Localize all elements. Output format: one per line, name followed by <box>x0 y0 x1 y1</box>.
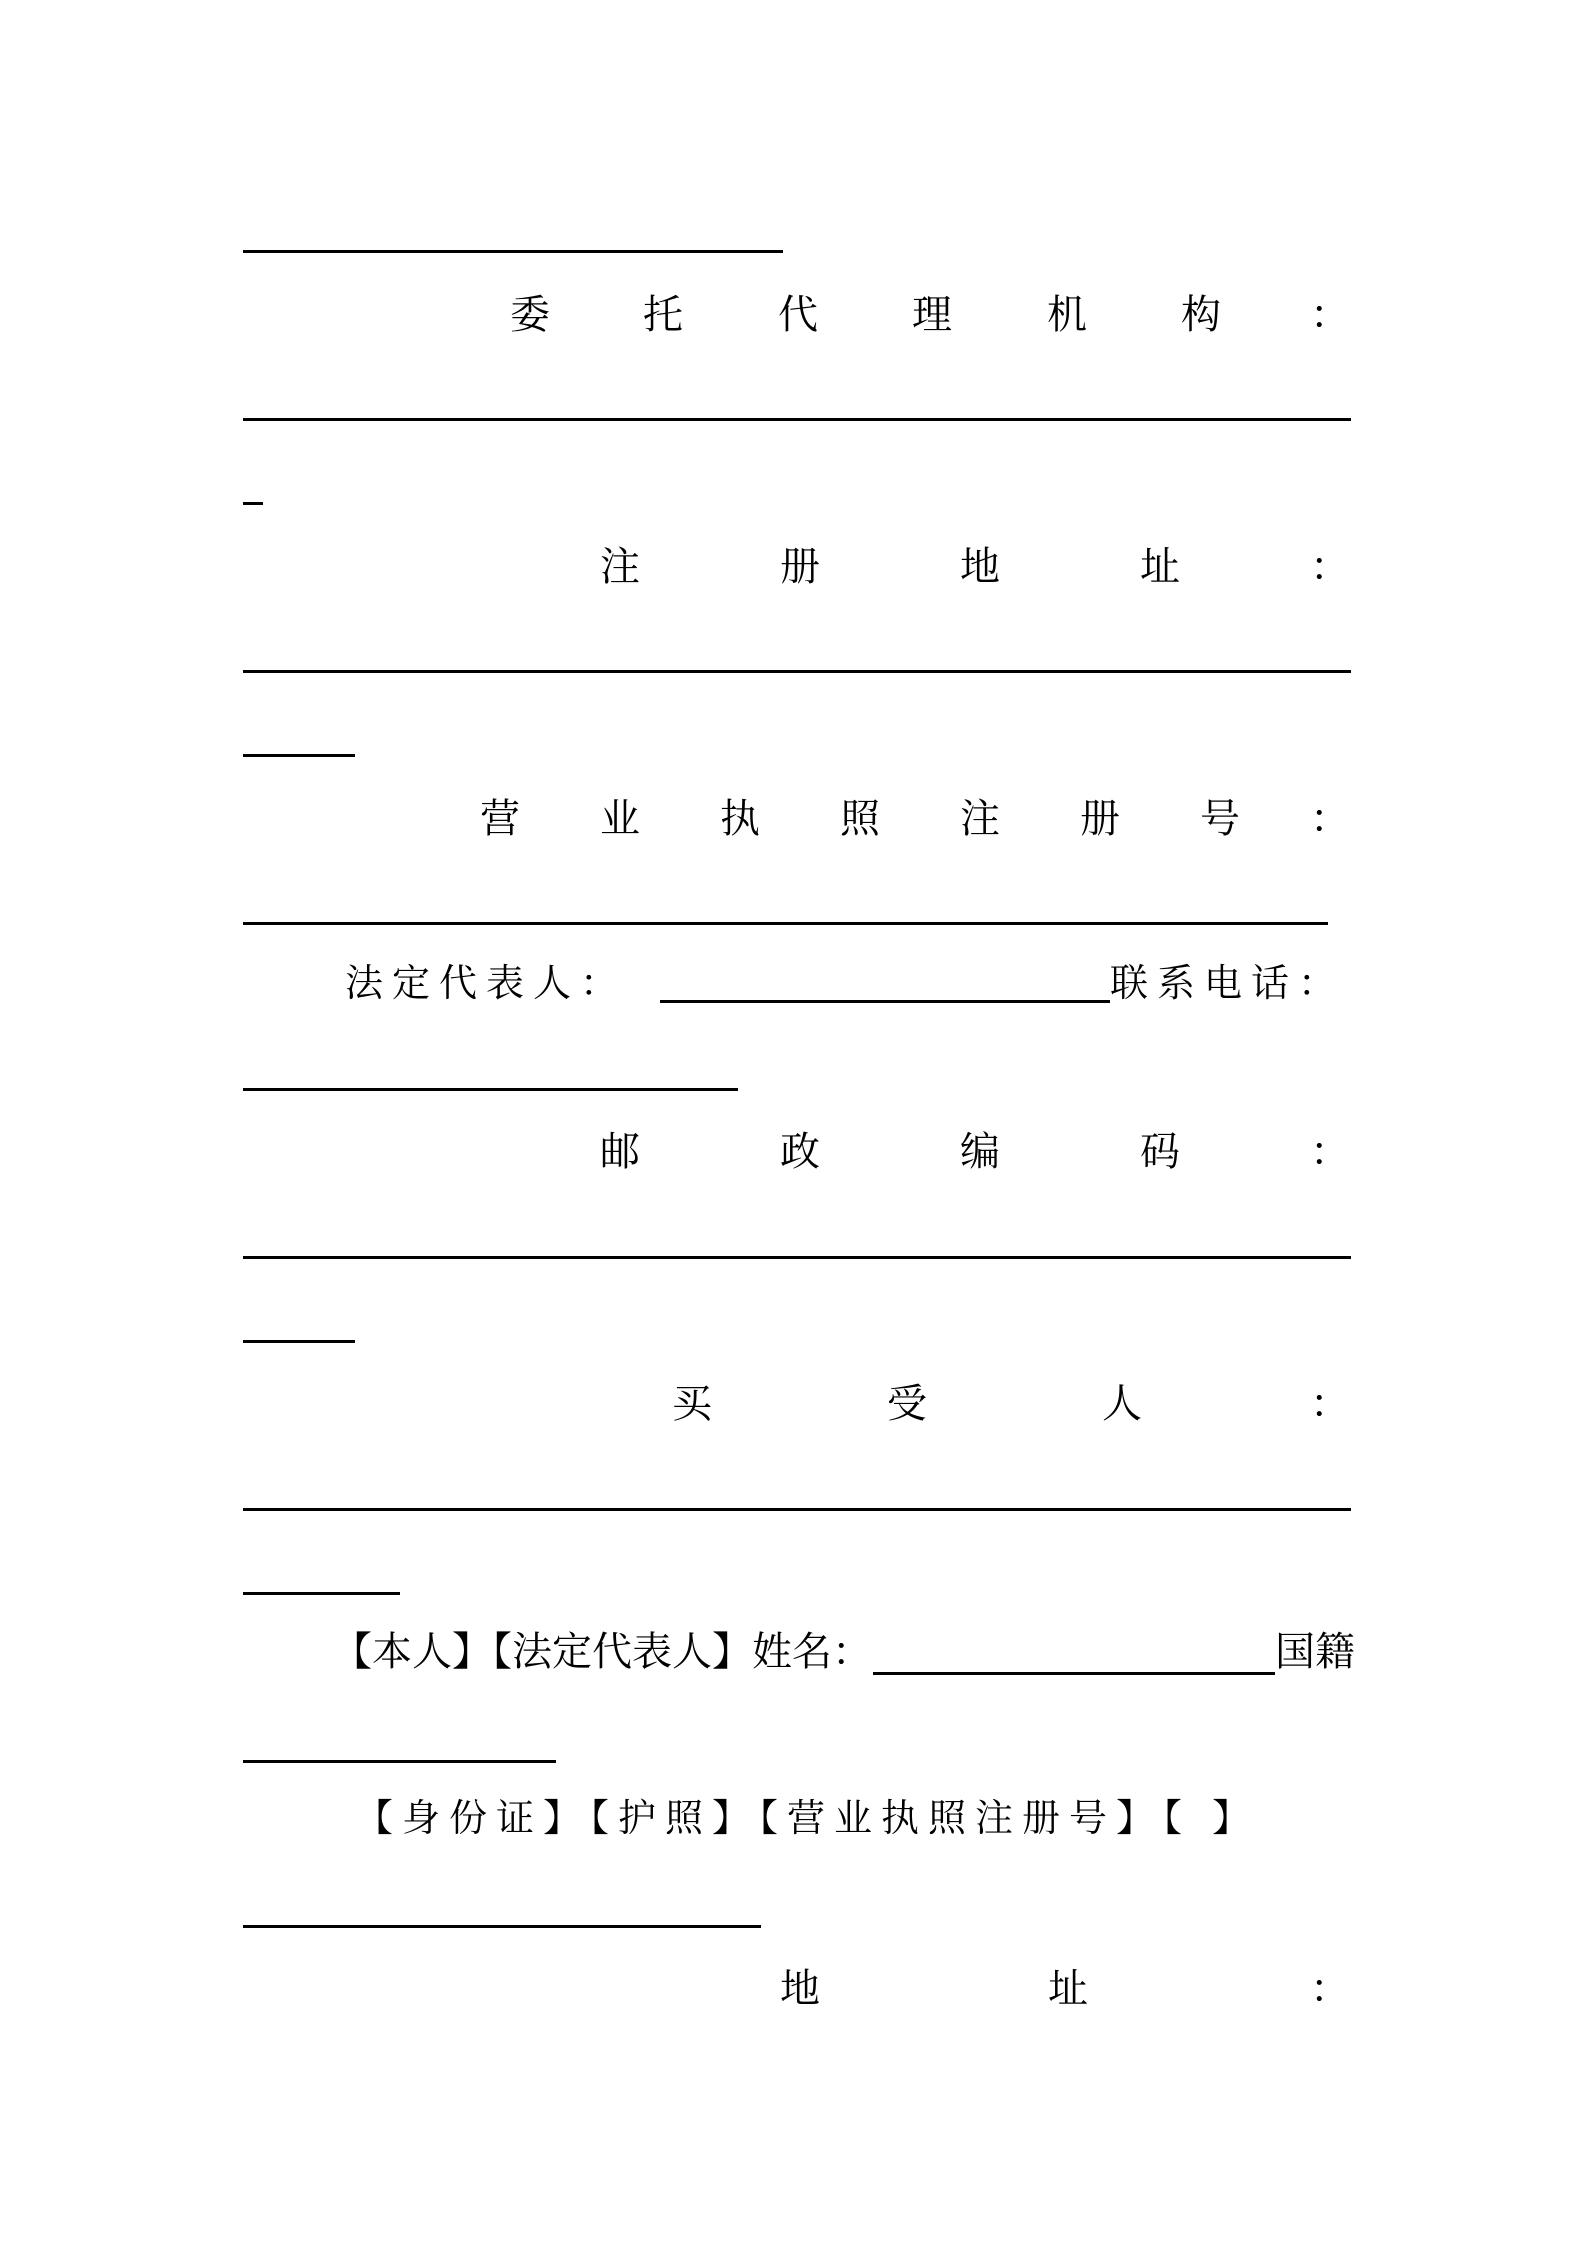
blank-line <box>243 1088 738 1091</box>
label-char: 理 <box>912 292 952 338</box>
name-blank <box>873 1672 1275 1675</box>
blank-line <box>243 418 1351 421</box>
label-char: 人 <box>1102 1381 1142 1427</box>
label-char: 址 <box>1140 544 1180 590</box>
phone-label: 联系电话： <box>1110 961 1346 1005</box>
label-char: 号 <box>1200 796 1240 842</box>
label-char: 买 <box>672 1381 712 1427</box>
reg-address-label <box>240 543 1350 591</box>
label-char: 址 <box>1048 1966 1088 2012</box>
blank-line <box>243 250 783 253</box>
blank-line <box>243 1256 1351 1259</box>
blank-line <box>243 1760 556 1763</box>
label-char: ： <box>1310 796 1350 842</box>
label-char: 机 <box>1047 292 1087 338</box>
blank-line <box>243 1925 761 1928</box>
buyer-label <box>240 1380 1350 1428</box>
blank-line <box>243 1508 1351 1511</box>
agency-label <box>240 291 1350 339</box>
blank-line <box>243 502 263 505</box>
nationality-label: 国籍 <box>1275 1629 1355 1675</box>
label-char: 注 <box>600 544 640 590</box>
label-char: 执 <box>720 796 760 842</box>
label-char: 地 <box>780 1966 820 2012</box>
label-char: ： <box>1310 1129 1350 1175</box>
label-char: 业 <box>600 796 640 842</box>
label-char: ： <box>1310 1381 1350 1427</box>
label-char: 委 <box>510 292 550 338</box>
address-label <box>240 1965 1350 2013</box>
label-char: ： <box>1310 1966 1350 2012</box>
label-char: 地 <box>960 544 1000 590</box>
blank-line <box>243 754 355 757</box>
name-line-prefix: 【本人】【法定代表人】姓名： <box>332 1629 872 1675</box>
label-char: 注 <box>960 796 1000 842</box>
label-char: 代 <box>778 292 818 338</box>
label-char: ： <box>1310 544 1350 590</box>
legal-representative-blank <box>660 1000 1110 1003</box>
label-char: 照 <box>840 796 880 842</box>
label-char: 构 <box>1181 292 1221 338</box>
blank-line <box>243 670 1351 673</box>
label-char: 册 <box>780 544 820 590</box>
id-type-options: 【身份证】【护照】【营业执照注册号】【 】 <box>355 1796 1260 1840</box>
postcode-label <box>240 1128 1350 1176</box>
legal-representative-label: 法定代表人： <box>345 961 628 1005</box>
label-char: 托 <box>643 292 683 338</box>
blank-line <box>243 922 1328 925</box>
label-char: 营 <box>480 796 520 842</box>
label-char: ： <box>1310 292 1350 338</box>
blank-line <box>243 1340 355 1343</box>
label-char: 邮 <box>600 1129 640 1175</box>
label-char: 编 <box>960 1129 1000 1175</box>
label-char: 受 <box>887 1381 927 1427</box>
blank-line <box>243 1592 400 1595</box>
label-char: 码 <box>1140 1129 1180 1175</box>
label-char: 政 <box>780 1129 820 1175</box>
license-number-label <box>240 795 1350 843</box>
label-char: 册 <box>1080 796 1120 842</box>
